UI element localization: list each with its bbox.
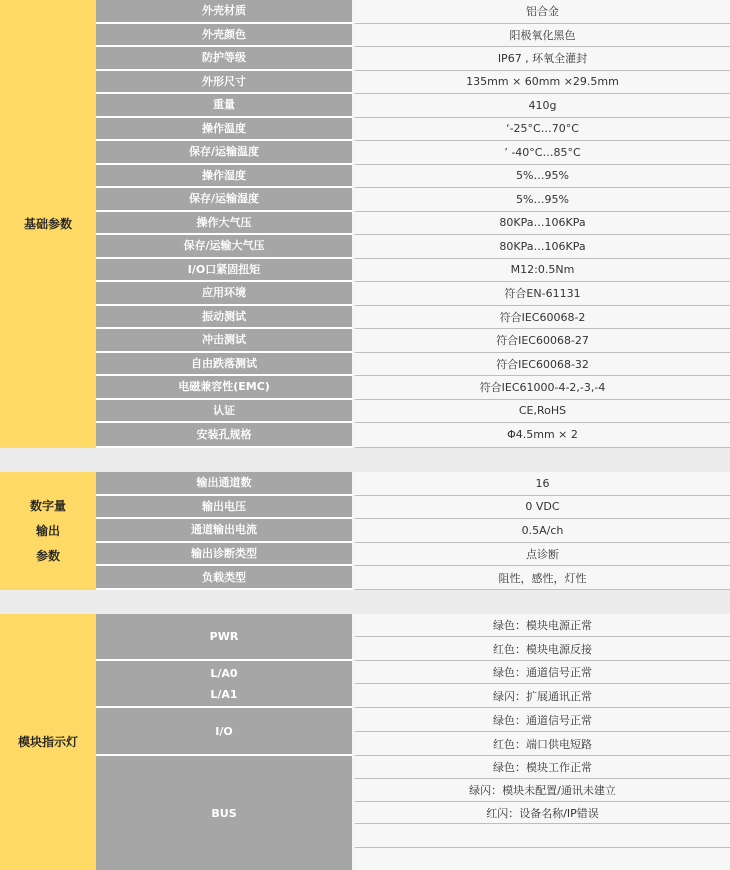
param-label: 冲击测试 — [96, 329, 352, 353]
basic-params-category — [0, 0, 96, 448]
table-row — [96, 282, 730, 306]
param-value: 5%…95% — [355, 165, 730, 189]
indicator-value: 绿色：模块电源正常 — [355, 614, 730, 637]
param-label: I/O口紧固扭矩 — [96, 259, 352, 283]
indicator-group-io — [96, 708, 730, 756]
table-row — [96, 519, 730, 543]
param-value: M12:0.5Nm — [355, 259, 730, 283]
param-label: 防护等级 — [96, 47, 352, 71]
param-label: 外形尺寸 — [96, 71, 352, 95]
param-value: 符合IEC61000-4-2,-3,-4 — [355, 376, 730, 400]
indicator-label-pwr — [96, 614, 352, 661]
indicator-label-text: PWR — [209, 630, 239, 643]
indicator-label-bus — [96, 756, 352, 870]
indicator-group-la — [96, 661, 730, 708]
table-row — [96, 94, 730, 118]
indicator-label-io — [96, 708, 352, 756]
indicator-value — [355, 824, 730, 848]
param-value: ’ -40°C…85°C — [355, 141, 730, 165]
param-value: 410g — [355, 94, 730, 118]
table-row — [96, 24, 730, 48]
param-value: 符合IEC60068-32 — [355, 353, 730, 377]
param-label: 外壳颜色 — [96, 24, 352, 48]
table-row — [96, 165, 730, 189]
digital-output-category-line-2: 输出 — [35, 523, 60, 538]
table-row — [96, 118, 730, 142]
table-row — [96, 400, 730, 424]
table-row — [96, 235, 730, 259]
param-label: 保存/运输大气压 — [96, 235, 352, 259]
table-row — [96, 259, 730, 283]
table-row — [96, 376, 730, 400]
table-row — [96, 188, 730, 212]
param-label: 应用环境 — [96, 282, 352, 306]
table-row — [96, 306, 730, 330]
param-value: ‘-25°C…70°C — [355, 118, 730, 142]
indicator-label-la — [96, 661, 352, 708]
param-label: 安装孔规格 — [96, 423, 352, 448]
param-value: 80KPa…106KPa — [355, 235, 730, 259]
param-value: Φ4.5mm × 2 — [355, 423, 730, 448]
table-row — [96, 329, 730, 353]
digital-output-section — [0, 472, 730, 590]
param-value: 0.5A/ch — [355, 519, 730, 543]
param-label: 负载类型 — [96, 566, 352, 590]
param-label: 重量 — [96, 94, 352, 118]
indicator-label-text: L/A1 — [210, 687, 238, 701]
param-value: CE,RoHS — [355, 400, 730, 424]
table-row — [96, 141, 730, 165]
indicator-value: 绿色：模块工作正常 — [355, 756, 730, 779]
param-label: 通道输出电流 — [96, 519, 352, 543]
indicator-value: 绿色：通道信号正常 — [355, 708, 730, 732]
table-row — [96, 543, 730, 567]
table-row — [96, 0, 730, 24]
table-row — [96, 212, 730, 236]
param-label: 振动测试 — [96, 306, 352, 330]
indicator-category — [0, 614, 96, 870]
indicator-value: 红闪：设备名称/IP错误 — [355, 802, 730, 824]
indicator-value: 红色：模块电源反接 — [355, 637, 730, 661]
table-row — [96, 472, 730, 496]
indicator-group-bus — [96, 756, 730, 870]
param-value: 点诊断 — [355, 543, 730, 567]
param-value: 符合EN-61131 — [355, 282, 730, 306]
indicator-category-label: 模块指示灯 — [17, 734, 78, 749]
indicator-value: 绿色：通道信号正常 — [355, 661, 730, 684]
section-gap — [0, 590, 730, 614]
param-value: 符合IEC60068-27 — [355, 329, 730, 353]
indicator-value-blank — [355, 848, 730, 870]
table-row — [96, 47, 730, 71]
digital-output-category-line-1: 数字量 — [29, 498, 66, 513]
param-value: 135mm × 60mm ×29.5mm — [355, 71, 730, 95]
param-label: 保存/运输温度 — [96, 141, 352, 165]
param-value: 阳极氧化黑色 — [355, 24, 730, 48]
table-row — [96, 566, 730, 590]
indicator-value: 绿闪：模块未配置/通讯未建立 — [355, 779, 730, 802]
param-value: 0 VDC — [355, 496, 730, 520]
param-value: 阻性，感性，灯性 — [355, 566, 730, 590]
indicator-value: 绿闪：扩展通讯正常 — [355, 684, 730, 708]
param-label: 自由跌落测试 — [96, 353, 352, 377]
table-row — [96, 71, 730, 95]
param-value: 符合IEC60068-2 — [355, 306, 730, 330]
indicator-group-pwr — [96, 614, 730, 661]
indicator-label-text: I/O — [215, 724, 233, 738]
param-label: 输出电压 — [96, 496, 352, 520]
param-label: 外壳材质 — [96, 0, 352, 24]
indicator-label-text: BUS — [211, 806, 237, 820]
param-label: 操作湿度 — [96, 165, 352, 189]
param-value: 80KPa…106KPa — [355, 212, 730, 236]
param-value: 铝合金 — [355, 0, 730, 24]
digital-output-category — [0, 472, 96, 590]
basic-params-category-label: 基础参数 — [23, 216, 72, 231]
param-value: 16 — [355, 472, 730, 496]
param-label: 操作大气压 — [96, 212, 352, 236]
indicator-label-text: L/A0 — [210, 666, 238, 680]
section-gap — [0, 448, 730, 472]
table-row — [96, 496, 730, 520]
param-label: 操作温度 — [96, 118, 352, 142]
param-value: IP67 , 环氧全灌封 — [355, 47, 730, 71]
digital-output-category-line-3: 参数 — [35, 548, 60, 563]
indicator-section — [0, 614, 730, 870]
param-label: 输出通道数 — [96, 472, 352, 496]
indicator-value: 红色：端口供电短路 — [355, 732, 730, 756]
table-row — [96, 423, 730, 448]
table-row — [96, 353, 730, 377]
param-label: 保存/运输湿度 — [96, 188, 352, 212]
param-label: 电磁兼容性(EMC) — [96, 376, 352, 400]
param-label: 输出诊断类型 — [96, 543, 352, 567]
param-label: 认证 — [96, 400, 352, 424]
param-value: 5%…95% — [355, 188, 730, 212]
